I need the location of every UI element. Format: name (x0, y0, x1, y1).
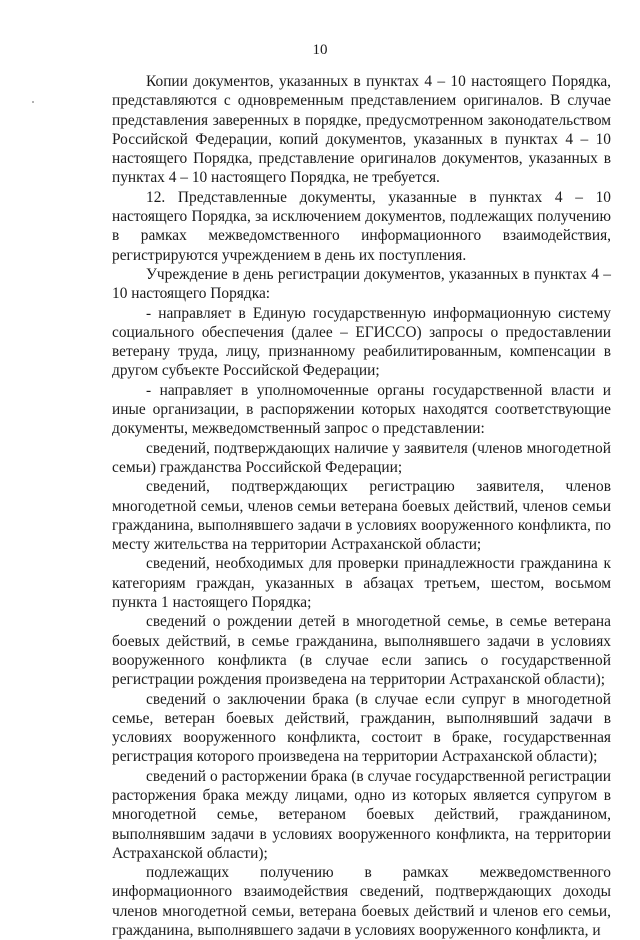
paragraph-divorce-info: сведений о расторжении брака (в случае государственной регистрации расторжения брака между лицами, одно из которых является супругом в многодетной семье, ветераном боевых действий, гражданином, выполнявшим задачи в условиях вооруженного конфликта, на территории Астраханской области); (112, 767, 611, 862)
paragraph-12-registration: 12. Представленные документы, указанные в пунктах 4 – 10 настоящего Порядка, за исключением документов, подлежащих получению в рамках межведомственного информационного взаимодействия, регистрируются учреждением в день их поступления. (112, 188, 611, 264)
paragraph-registration-info: сведений, подтверждающих регистрацию заявителя, членов многодетной семьи, членов семьи ветерана боевых действий, членов семьи гражданина, выполнявшего задачи в условиях вооруженного конфликта, по месту жительства на территории Астраханской области; (112, 478, 611, 554)
paragraph-birth-info: сведений о рождении детей в многодетной семье, в семье ветерана боевых действий, в семье гражданина, выполнявшего задачи в условиях вооруженного конфликта (в случае если запись о государственной регистрации рождения произведена на территории Астраханской области); (112, 613, 611, 689)
document-body (112, 72, 611, 940)
paragraph-egisso-request: - направляет в Единую государственную информационную систему социального обеспечения (далее – ЕГИССО) запросы о предоставлении ветерану труда, лицу, признанному реабилитированным, компенсации в другом субъекте Российской Федерации; (112, 304, 611, 380)
paragraph-category-check: сведений, необходимых для проверки принадлежности гражданина к категориям граждан, указанных в абзацах третьем, шестом, восьмом пункта 1 настоящего Порядка; (112, 555, 611, 612)
paragraph-institution-duties: Учреждение в день регистрации документов, указанных в пунктах 4 – 10 настоящего Порядка: (112, 265, 611, 303)
paragraph-copies: Копии документов, указанных в пунктах 4 – 10 настоящего Порядка, представляются с одновременным представлением оригиналов. В случае представления заверенных в порядке, предусмотренном законодательством Российской Федерации, копий документов, указанных в пунктах 4 – 10 настоящего Порядка, представление оригиналов документов, указанных в пунктах 4 – 10 настоящего Порядка, не требуется. (112, 73, 611, 187)
paragraph-income-info: подлежащих получению в рамках межведомственного информационного взаимодействия сведений, подтверждающих доходы членов многодетной семьи, ветерана боевых действий и членов его семьи, гражданина, выполнявшего задачи в условиях вооруженного конфликта, и (112, 864, 611, 940)
paragraph-citizenship: сведений, подтверждающих наличие у заявителя (членов многодетной семьи) гражданства Российской Федерации; (112, 439, 611, 476)
scan-speck (32, 101, 34, 103)
page-number: 10 (312, 42, 328, 58)
paragraph-marriage-info: сведений о заключении брака (в случае если супруг в многодетной семье, ветеран боевых действий, гражданин, выполнявший задачи в условиях вооруженного конфликта, состоит в браке, государственная регистрация которого произведена на территории Астраханской области); (112, 690, 611, 766)
paragraph-interagency-request: - направляет в уполномоченные органы государственной власти и иные организации, в распоряжении которых находятся соответствующие документы, межведомственный запрос о представлении: (112, 381, 611, 438)
